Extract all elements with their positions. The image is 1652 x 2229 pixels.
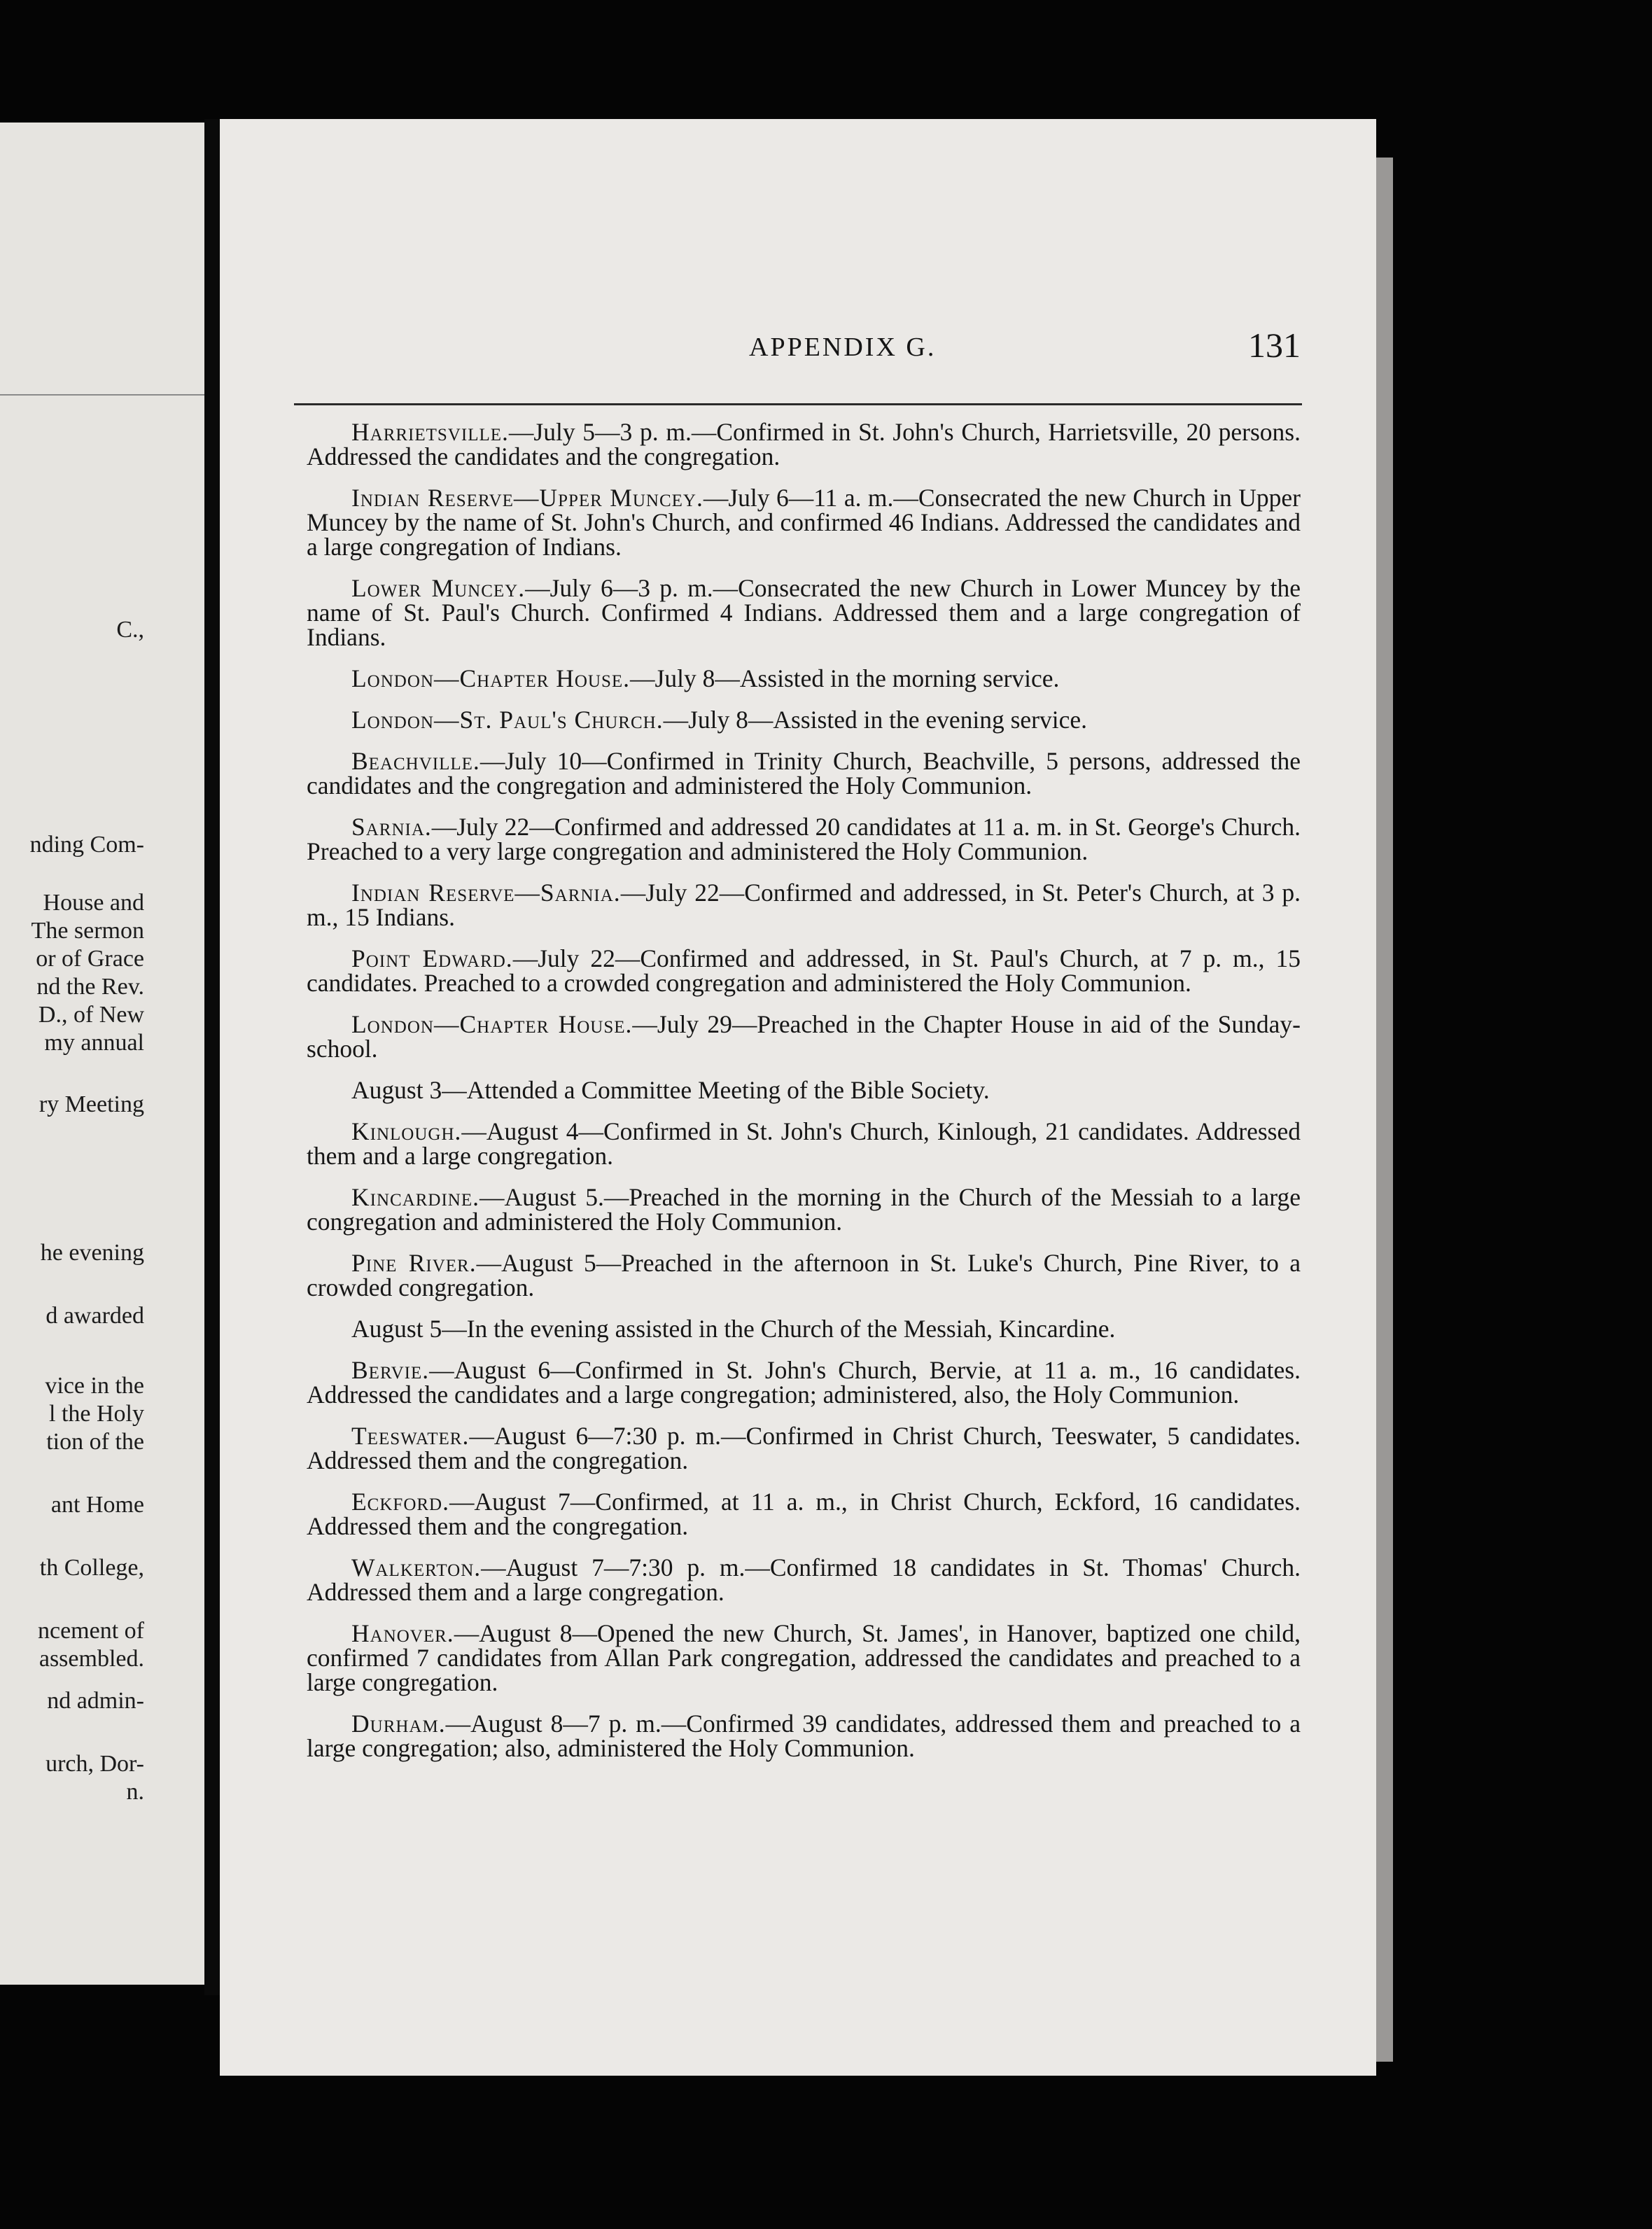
book-gutter (204, 119, 220, 1995)
journal-entry (307, 1317, 1301, 1341)
left-page-fragment: ncement of (38, 1618, 144, 1644)
left-page-fragment: my annual (44, 1030, 144, 1056)
entry-text: —August 7—7:30 p. m.—Confirmed 18 candidates in St. Thomas' Church. Addressed them and a large congregation. (307, 1553, 1301, 1606)
entry-place-name: Indian Reserve—Upper Muncey. (351, 484, 704, 512)
left-page-fragment: nd admin- (47, 1688, 144, 1714)
journal-entry (307, 1078, 1301, 1103)
left-page-header-rule (0, 394, 204, 396)
left-page-fragment: C., (116, 617, 144, 643)
entry-text: —August 6—7:30 p. m.—Confirmed in Christ Church, Teeswater, 5 candidates. Addressed them and the congregation. (307, 1422, 1301, 1474)
entry-text: August 5—In the evening assisted in the Church of the Messiah, Kincardine. (351, 1315, 1116, 1343)
left-page-fragment: tion of the (46, 1429, 144, 1455)
journal-entry (307, 1553, 1301, 1606)
entry-text: —July 29—Preached in the Chapter House in aid of the Sunday-school. (307, 1010, 1301, 1063)
left-page-fragment: nding Com- (29, 832, 144, 858)
journal-entries (307, 420, 1301, 1777)
entry-place-name: Harrietsville. (351, 418, 509, 446)
page-header (294, 322, 1301, 378)
entry-text: —August 4—Confirmed in St. John's Church, Kinlough, 21 candidates. Addressed them and a large congregation. (307, 1117, 1301, 1170)
entry-text: —July 5—3 p. m.—Confirmed in St. John's Church, Harrietsville, 20 persons. Addressed the candidates and the congregation. (307, 418, 1301, 470)
entry-place-name: Pine River. (351, 1249, 477, 1277)
left-page-fragment: House and (43, 890, 144, 916)
journal-entry (307, 576, 1301, 650)
journal-entry (307, 708, 1301, 732)
entry-place-name: Indian Reserve—Sarnia. (351, 879, 621, 907)
journal-entry (307, 1712, 1301, 1761)
entry-place-name: Lower Muncey. (351, 574, 526, 602)
entry-text: —July 6—11 a. m.—Consecrated the new Church in Upper Muncey by the name of St. John's Church, and confirmed 46 Indians. Addressed the candidates and a large congregation of Indians. (307, 484, 1301, 561)
journal-entry (307, 420, 1301, 469)
left-facing-page (0, 123, 204, 1985)
journal-entry (307, 881, 1301, 930)
entry-text: —July 22—Confirmed and addressed, in St. Paul's Church, at 7 p. m., 15 candidates. Preached to a crowded congregation and administered the Holy Communion. (307, 944, 1301, 997)
left-page-fragment: D., of New (38, 1002, 144, 1028)
entry-place-name: Kinlough. (351, 1117, 462, 1145)
entry-text: —August 8—7 p. m.—Confirmed 39 candidates, addressed them and preached to a large congregation; also, administered the Holy Communion. (307, 1710, 1301, 1762)
left-page-fragment: n. (126, 1779, 144, 1805)
entry-place-name: London—Chapter House. (351, 664, 631, 692)
journal-entry (307, 666, 1301, 691)
entry-place-name: Eckford. (351, 1488, 449, 1516)
right-page (220, 119, 1376, 2076)
entry-place-name: Bervie. (351, 1356, 430, 1384)
entry-text: —August 5.—Preached in the morning in the Church of the Messiah to a large congregation and administered the Holy Communion. (307, 1183, 1301, 1236)
left-page-fragment: d awarded (46, 1303, 144, 1329)
left-page-fragment: ry Meeting (38, 1091, 144, 1117)
entry-place-name: Walkerton. (351, 1553, 482, 1581)
entry-place-name: Durham. (351, 1710, 446, 1738)
entry-text: —July 8—Assisted in the evening service. (663, 706, 1087, 734)
entry-text: —August 6—Confirmed in St. John's Church, Bervie, at 11 a. m., 16 candidates. Addressed the candidates and a large congregation; administered, also, the Holy Communion. (307, 1356, 1301, 1409)
entry-text: —August 7—Confirmed, at 11 a. m., in Christ Church, Eckford, 16 candidates. Addressed them and the congregation. (307, 1488, 1301, 1540)
left-page-fragment: he evening (40, 1240, 144, 1266)
journal-entry (307, 1358, 1301, 1407)
journal-entry (307, 749, 1301, 798)
entry-place-name: Kincardine. (351, 1183, 479, 1211)
journal-entry (307, 1424, 1301, 1473)
left-page-fragment: vice in the (45, 1373, 144, 1399)
journal-entry (307, 1621, 1301, 1695)
entry-place-name: Beachville. (351, 747, 480, 775)
entry-place-name: Point Edward. (351, 944, 513, 972)
entry-place-name: Teeswater. (351, 1422, 470, 1450)
left-page-fragment: nd the Rev. (36, 974, 144, 1000)
journal-entry (307, 1012, 1301, 1061)
left-page-fragment: or of Grace (36, 946, 144, 972)
left-page-fragment: urch, Dor- (46, 1751, 144, 1777)
entry-text: —July 10—Confirmed in Trinity Church, Beachville, 5 persons, addressed the candidates and the congregation and administered the Holy Communion. (307, 747, 1301, 799)
journal-entry (307, 486, 1301, 559)
entry-text: —August 8—Opened the new Church, St. James', in Hanover, baptized one child, confirmed 7 candidates from Allan Park congregation, addressed the candidates and preached to a large congregation. (307, 1619, 1301, 1696)
left-page-fragment: th College, (39, 1555, 144, 1581)
journal-entry (307, 1119, 1301, 1168)
page-number: 131 (1248, 326, 1301, 365)
entry-place-name: London—St. Paul's Church. (351, 706, 664, 734)
entry-place-name: London—Chapter House. (351, 1010, 633, 1038)
left-page-fragment: l the Holy (49, 1401, 144, 1427)
running-head: APPENDIX G. (749, 333, 937, 362)
journal-entry (307, 815, 1301, 864)
entry-text: —August 5—Preached in the afternoon in St. Luke's Church, Pine River, to a crowded congregation. (307, 1249, 1301, 1301)
entry-place-name: Sarnia. (351, 813, 432, 841)
header-rule (294, 403, 1302, 405)
journal-entry (307, 1185, 1301, 1234)
entry-text: August 3—Attended a Committee Meeting of the Bible Society. (351, 1076, 990, 1104)
journal-entry (307, 1490, 1301, 1539)
left-page-fragment: assembled. (38, 1646, 144, 1672)
left-page-fragment: ant Home (50, 1492, 144, 1518)
journal-entry (307, 946, 1301, 995)
entry-text: —July 6—3 p. m.—Consecrated the new Church in Lower Muncey by the name of St. Paul's Church. Confirmed 4 Indians. Addressed them and a large congregation of Indians. (307, 574, 1301, 651)
entry-text: —July 22—Confirmed and addressed, in St. Peter's Church, at 3 p. m., 15 Indians. (307, 879, 1301, 931)
journal-entry (307, 1251, 1301, 1300)
entry-text: —July 22—Confirmed and addressed 20 candidates at 11 a. m. in St. George's Church. Preached to a very large congregation and administered the Holy Communion. (307, 813, 1301, 865)
entry-text: —July 8—Assisted in the morning service. (630, 664, 1060, 692)
left-page-fragment: The sermon (31, 918, 144, 944)
entry-place-name: Hanover. (351, 1619, 454, 1647)
